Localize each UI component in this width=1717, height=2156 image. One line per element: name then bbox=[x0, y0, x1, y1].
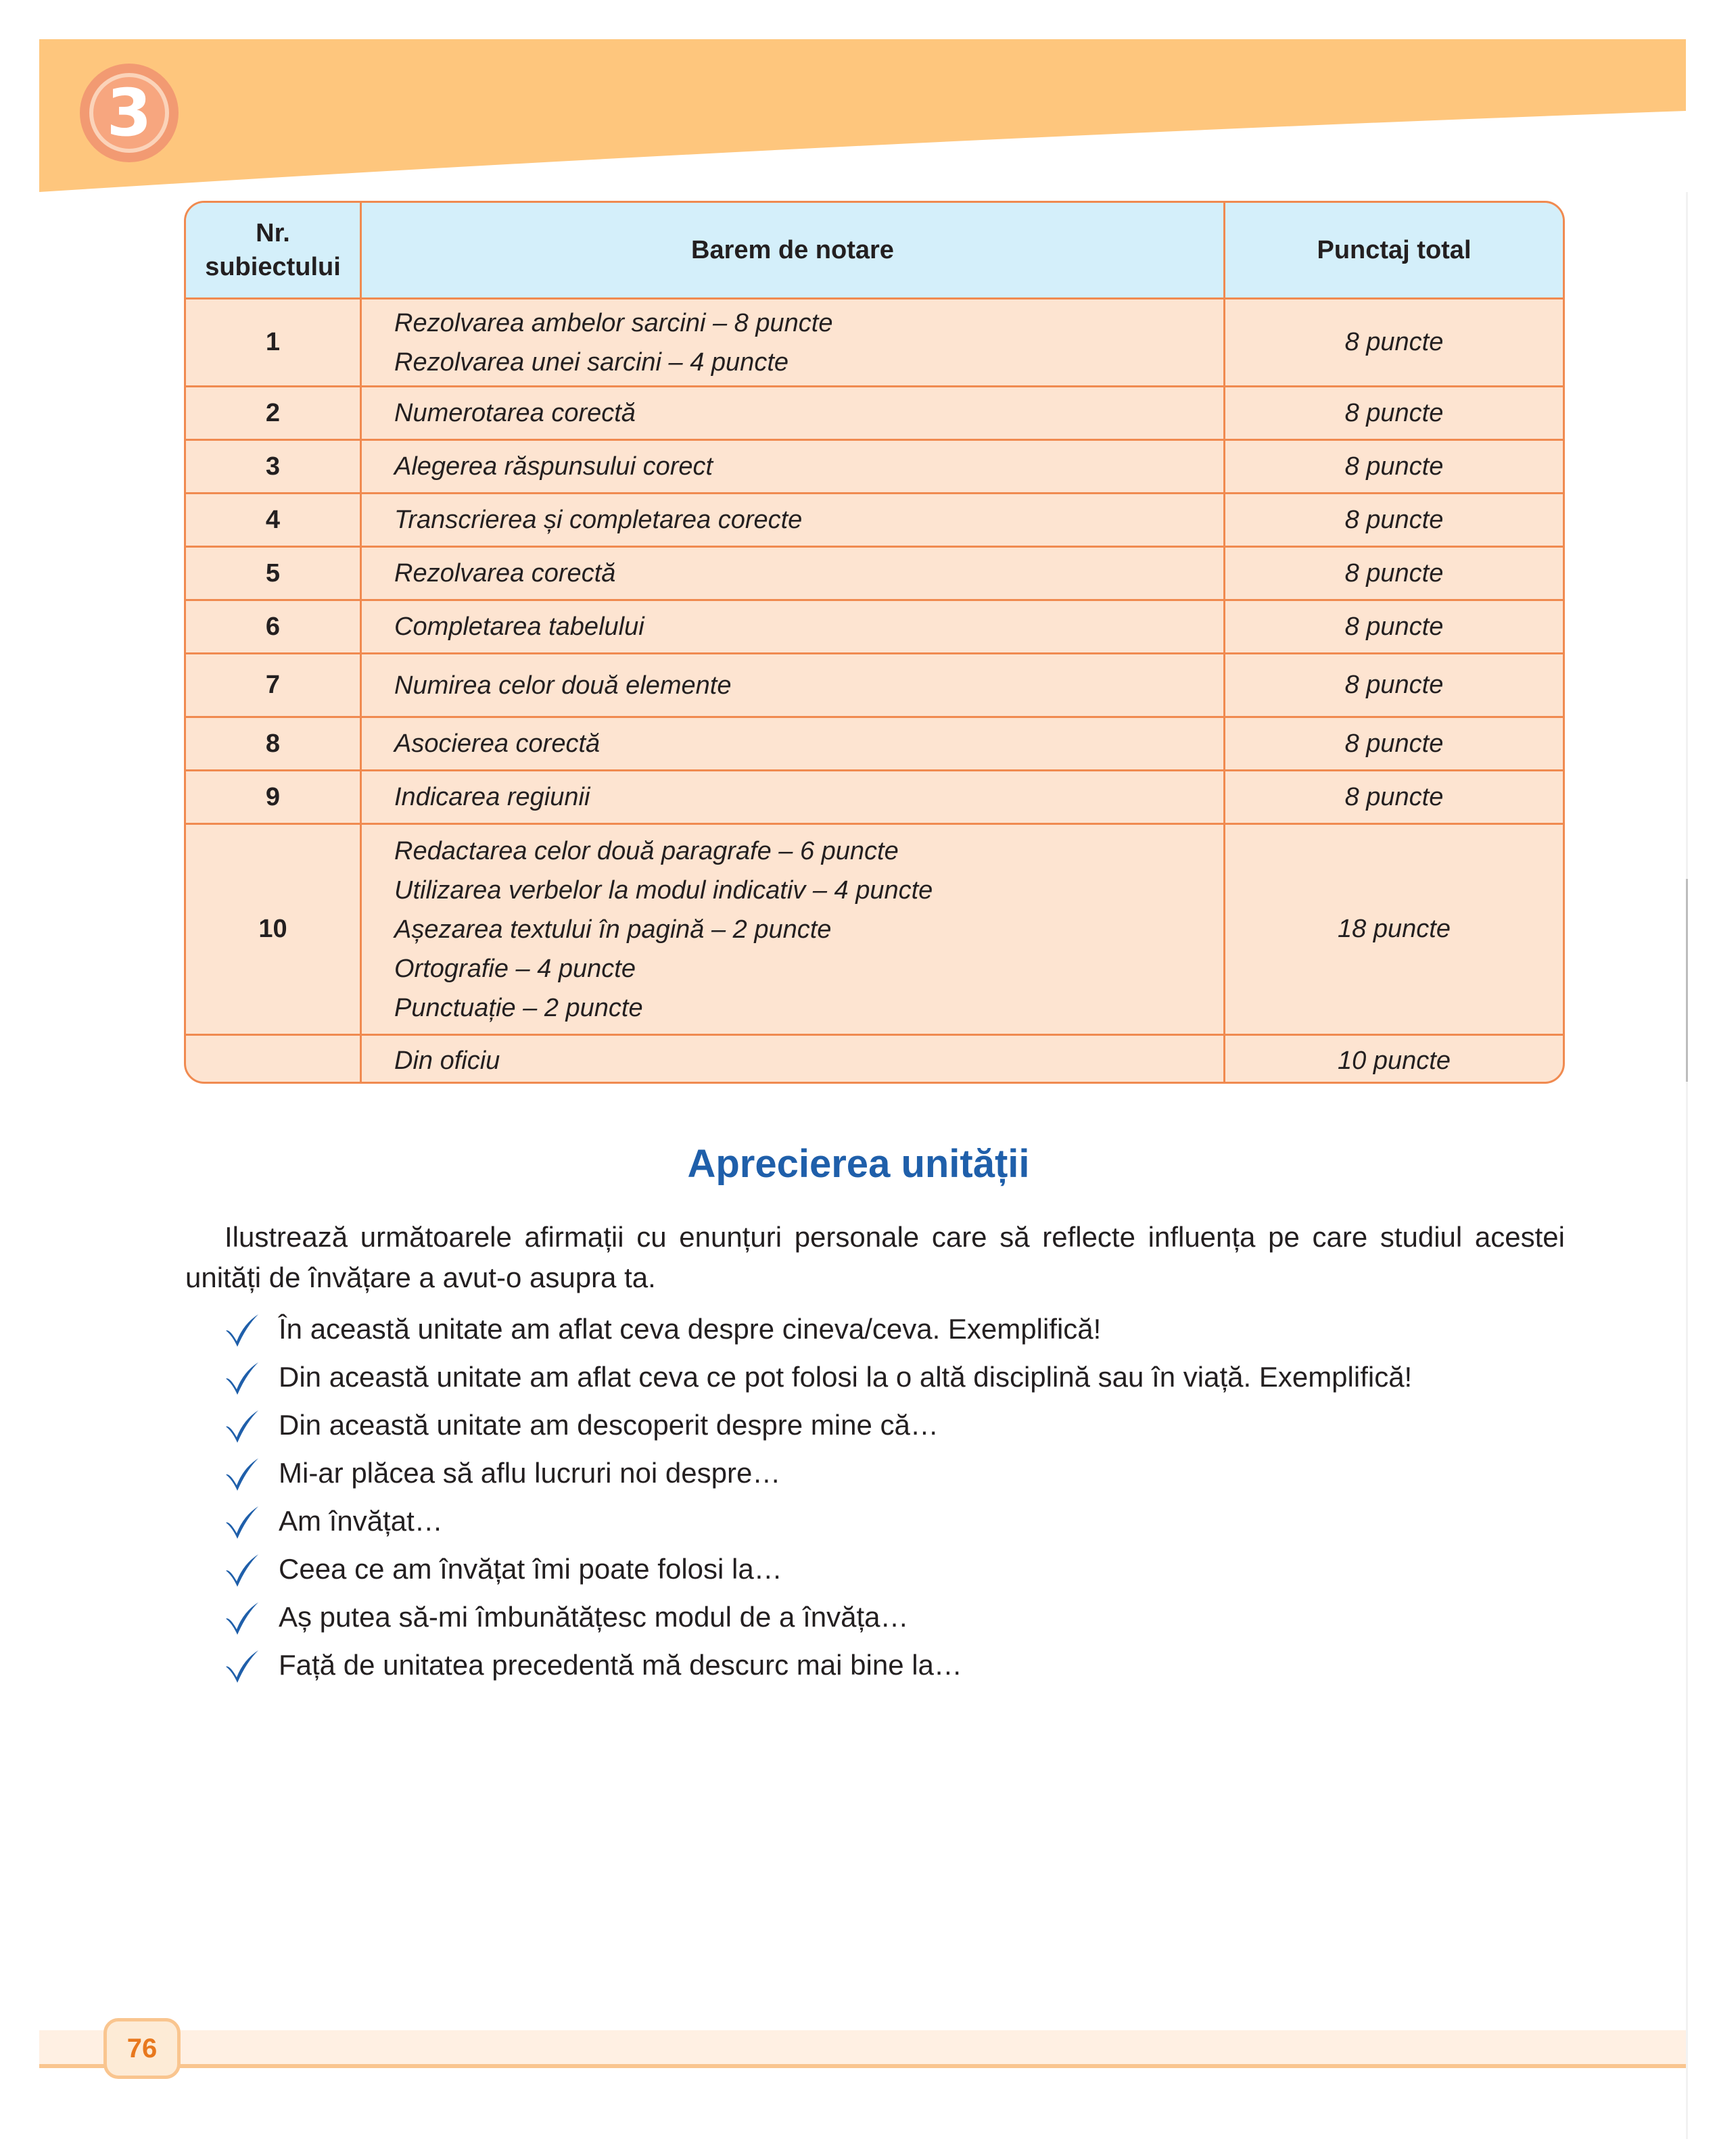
list-item bbox=[223, 1593, 1576, 1641]
header-barem bbox=[362, 203, 1225, 297]
row-total: 8 puncte bbox=[1344, 452, 1444, 481]
table-row bbox=[186, 1034, 1563, 1084]
list-item-text: Din această unitate am descoperit despre mine că… bbox=[279, 1408, 939, 1441]
table-row bbox=[186, 823, 1563, 1034]
header-barem-label: Barem de notare bbox=[691, 236, 894, 264]
header-nr-line1: Nr. bbox=[256, 219, 290, 247]
criteria-line: Alegerea răspunsului corect bbox=[394, 452, 713, 481]
row-nr: 4 bbox=[186, 494, 362, 546]
table-row bbox=[186, 546, 1563, 599]
check-icon bbox=[223, 1310, 261, 1348]
list-item-text: Ceea ce am învățat îmi poate folosi la… bbox=[279, 1552, 782, 1585]
criteria-line: Numirea celor două elemente bbox=[394, 671, 732, 700]
row-nr: 7 bbox=[186, 654, 362, 716]
criteria-line: Punctuație – 2 puncte bbox=[394, 993, 643, 1022]
grading-table bbox=[184, 201, 1565, 1084]
row-nr: 10 bbox=[186, 825, 362, 1034]
section-title: Aprecierea unității bbox=[687, 1142, 1030, 1186]
list-item-text: Față de unitatea precedentă mă descurc mai bine la… bbox=[279, 1648, 962, 1681]
table-row bbox=[186, 652, 1563, 716]
check-icon bbox=[223, 1358, 261, 1396]
row-total: 8 puncte bbox=[1344, 729, 1444, 758]
list-item-text: În această unitate am aflat ceva despre cineva/ceva. Exemplifică! bbox=[279, 1312, 1102, 1345]
table-row bbox=[186, 385, 1563, 439]
row-nr: 6 bbox=[186, 601, 362, 652]
row-total: 8 puncte bbox=[1344, 398, 1444, 427]
row-criteria bbox=[362, 771, 1225, 823]
row-criteria bbox=[362, 387, 1225, 439]
row-nr: 8 bbox=[186, 718, 362, 769]
criteria-line: Completarea tabelului bbox=[394, 613, 644, 641]
row-criteria bbox=[362, 825, 1225, 1034]
criteria-line: Indicarea regiunii bbox=[394, 783, 590, 811]
row-total: 10 puncte bbox=[1338, 1046, 1451, 1075]
criteria-line: Așezarea textului în pagină – 2 puncte bbox=[394, 915, 832, 944]
criteria-line: Utilizarea verbelor la modul indicativ – 4 puncte bbox=[394, 876, 933, 905]
criteria-line: Din oficiu bbox=[394, 1047, 500, 1075]
row-criteria bbox=[362, 441, 1225, 492]
list-item-text: Aș putea să-mi îmbunătățesc modul de a învăța… bbox=[279, 1600, 909, 1633]
row-nr: 2 bbox=[186, 387, 362, 439]
list-item bbox=[223, 1449, 1576, 1497]
footer-line bbox=[39, 2064, 1686, 2068]
row-total: 8 puncte bbox=[1344, 328, 1444, 356]
row-nr bbox=[186, 1036, 362, 1084]
row-nr: 3 bbox=[186, 441, 362, 492]
row-criteria bbox=[362, 1036, 1225, 1084]
row-nr: 5 bbox=[186, 548, 362, 599]
row-criteria bbox=[362, 300, 1225, 385]
unit-badge bbox=[80, 64, 179, 162]
list-item bbox=[223, 1641, 1576, 1689]
row-total: 8 puncte bbox=[1344, 505, 1444, 534]
criteria-line: Numerotarea corectă bbox=[394, 399, 636, 427]
criteria-line: Rezolvarea ambelor sarcini – 8 puncte bbox=[394, 308, 833, 337]
row-total: 8 puncte bbox=[1344, 782, 1444, 811]
header-banner bbox=[39, 39, 1686, 192]
table-row bbox=[186, 599, 1563, 652]
list-item bbox=[223, 1545, 1576, 1593]
header-nr-line2: subiectului bbox=[205, 253, 341, 281]
list-item bbox=[223, 1401, 1576, 1449]
table-row bbox=[186, 297, 1563, 385]
table-row bbox=[186, 769, 1563, 823]
list-item bbox=[223, 1353, 1576, 1401]
row-criteria bbox=[362, 718, 1225, 769]
check-icon bbox=[223, 1598, 261, 1636]
page-edge-mark bbox=[1686, 879, 1688, 1082]
list-item-text: Mi-ar plăcea să aflu lucruri noi despre… bbox=[279, 1456, 781, 1489]
criteria-line: Asocierea corectă bbox=[394, 729, 601, 758]
criteria-line: Transcrierea și completarea corecte bbox=[394, 506, 803, 534]
table-row bbox=[186, 716, 1563, 769]
header-punctaj bbox=[1225, 203, 1563, 297]
criteria-line: Redactarea celor două paragrafe – 6 puncte bbox=[394, 836, 899, 865]
criteria-line: Rezolvarea corectă bbox=[394, 559, 616, 588]
criteria-line: Rezolvarea unei sarcini – 4 puncte bbox=[394, 348, 789, 377]
row-nr: 9 bbox=[186, 771, 362, 823]
table-row bbox=[186, 439, 1563, 492]
row-criteria bbox=[362, 601, 1225, 652]
footer-band bbox=[39, 2030, 1686, 2064]
header-punctaj-label: Punctaj total bbox=[1317, 235, 1472, 264]
row-nr: 1 bbox=[186, 300, 362, 385]
check-icon bbox=[223, 1502, 261, 1540]
table-row bbox=[186, 492, 1563, 546]
check-icon bbox=[223, 1646, 261, 1684]
row-criteria bbox=[362, 654, 1225, 716]
list-item-text: Din această unitate am aflat ceva ce pot folosi la o altă disciplină sau în viață. Exemplifică! bbox=[279, 1360, 1413, 1393]
reflection-checklist bbox=[223, 1305, 1576, 1689]
list-item-text: Am învățat… bbox=[279, 1504, 443, 1537]
section-intro: Ilustrează următoarele afirmații cu enunțuri personale care să reflecte influența pe care studiul acestei unități de învățare a avut-o asupra ta. bbox=[185, 1221, 1565, 1293]
table-header-row bbox=[186, 203, 1563, 297]
row-criteria bbox=[362, 494, 1225, 546]
check-icon bbox=[223, 1550, 261, 1588]
check-icon bbox=[223, 1406, 261, 1444]
row-total: 18 puncte bbox=[1338, 915, 1451, 943]
row-total: 8 puncte bbox=[1344, 558, 1444, 588]
unit-number: 3 bbox=[89, 73, 169, 153]
row-total: 8 puncte bbox=[1344, 612, 1444, 641]
row-criteria bbox=[362, 548, 1225, 599]
row-total: 8 puncte bbox=[1344, 671, 1444, 699]
page-number: 76 bbox=[103, 2018, 181, 2079]
check-icon bbox=[223, 1454, 261, 1492]
header-nr bbox=[186, 203, 362, 297]
criteria-line: Ortografie – 4 puncte bbox=[394, 954, 636, 983]
list-item bbox=[223, 1497, 1576, 1545]
list-item bbox=[223, 1305, 1576, 1353]
